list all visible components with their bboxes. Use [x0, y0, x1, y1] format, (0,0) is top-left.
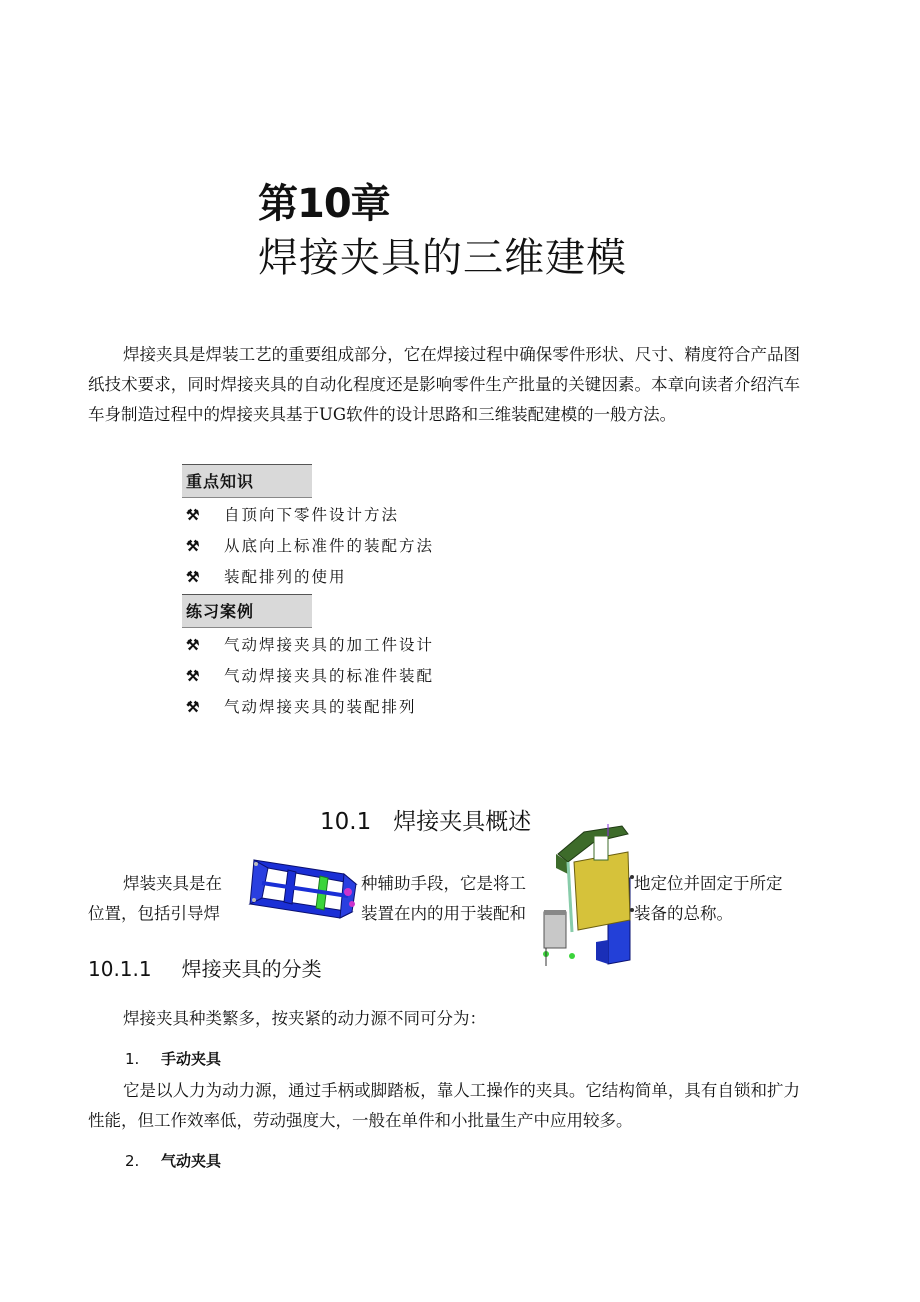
subsection-number: 10.1.1: [88, 957, 152, 981]
list-item: ⚒ 气动焊接夹具的标准件装配: [186, 661, 434, 692]
tools-icon: ⚒: [186, 506, 200, 524]
tools-icon: ⚒: [186, 667, 200, 685]
section-paragraph: [88, 869, 800, 929]
intro-text: 焊接夹具是焊装工艺的重要组成部分，它在焊接过程中确保零件形状、尺寸、精度符合产品图纸技术要求，同时焊接夹具的自动化程度还是影响零件生产批量的关键因素。本章向读者介绍汽车车身制造过程中的焊接夹具基于UG软件的设计思路和三维装配建模的一般方法。: [88, 345, 800, 424]
tools-icon: ⚒: [186, 537, 200, 555]
para-segment: 地定位并固定于所定: [634, 874, 783, 893]
para-segment: 装备的总称。: [634, 904, 733, 923]
chapter-number: 第10章: [258, 181, 390, 227]
list-heading-pneumatic: 2. 气动夹具: [125, 1152, 222, 1170]
tools-icon: ⚒: [186, 636, 200, 654]
exercises-list: [186, 630, 434, 723]
list-item: ⚒ 从底向上标准件的装配方法: [186, 531, 434, 562]
para-segment: 焊装夹具是在: [123, 874, 222, 893]
subsection-lead: 焊接夹具种类繁多，按夹紧的动力源不同可分为：: [123, 1009, 486, 1028]
list-heading-manual: 1. 手动夹具: [125, 1050, 222, 1068]
subsection-title: [88, 953, 322, 982]
subsection-title-text: 焊接夹具的分类: [181, 957, 322, 981]
para-segment: 位置，包括引导焊: [88, 904, 220, 923]
intro-paragraph: [88, 340, 800, 430]
weld-frame-image: [248, 852, 360, 922]
tools-icon: ⚒: [186, 698, 200, 716]
chapter-title: 焊接夹具的三维建模: [258, 235, 627, 281]
pneumatic-clamp-image: [538, 822, 634, 968]
key-points-heading: 重点知识: [182, 464, 312, 498]
list-item: ⚒ 装配排列的使用: [186, 562, 434, 593]
section-title: [320, 803, 531, 836]
key-points-list: [186, 500, 434, 593]
para-segment: 种辅助手段，它是将工: [361, 874, 526, 893]
list-item: ⚒ 自顶向下零件设计方法: [186, 500, 434, 531]
section-title-text: 焊接夹具概述: [393, 809, 532, 835]
exercises-heading: 练习案例: [182, 594, 312, 628]
list-item: ⚒ 气动焊接夹具的加工件设计: [186, 630, 434, 661]
manual-clamp-paragraph: 它是以人力为动力源，通过手柄或脚踏板，靠人工操作的夹具。它结构简单，具有自锁和扩力性能，但工作效率低，劳动强度大，一般在单件和小批量生产中应用较多。: [88, 1081, 800, 1130]
para-segment: 装置在内的用于装配和: [361, 904, 526, 923]
list-item: ⚒ 气动焊接夹具的装配排列: [186, 692, 434, 723]
tools-icon: ⚒: [186, 568, 200, 586]
section-number: 10.1: [320, 809, 372, 835]
